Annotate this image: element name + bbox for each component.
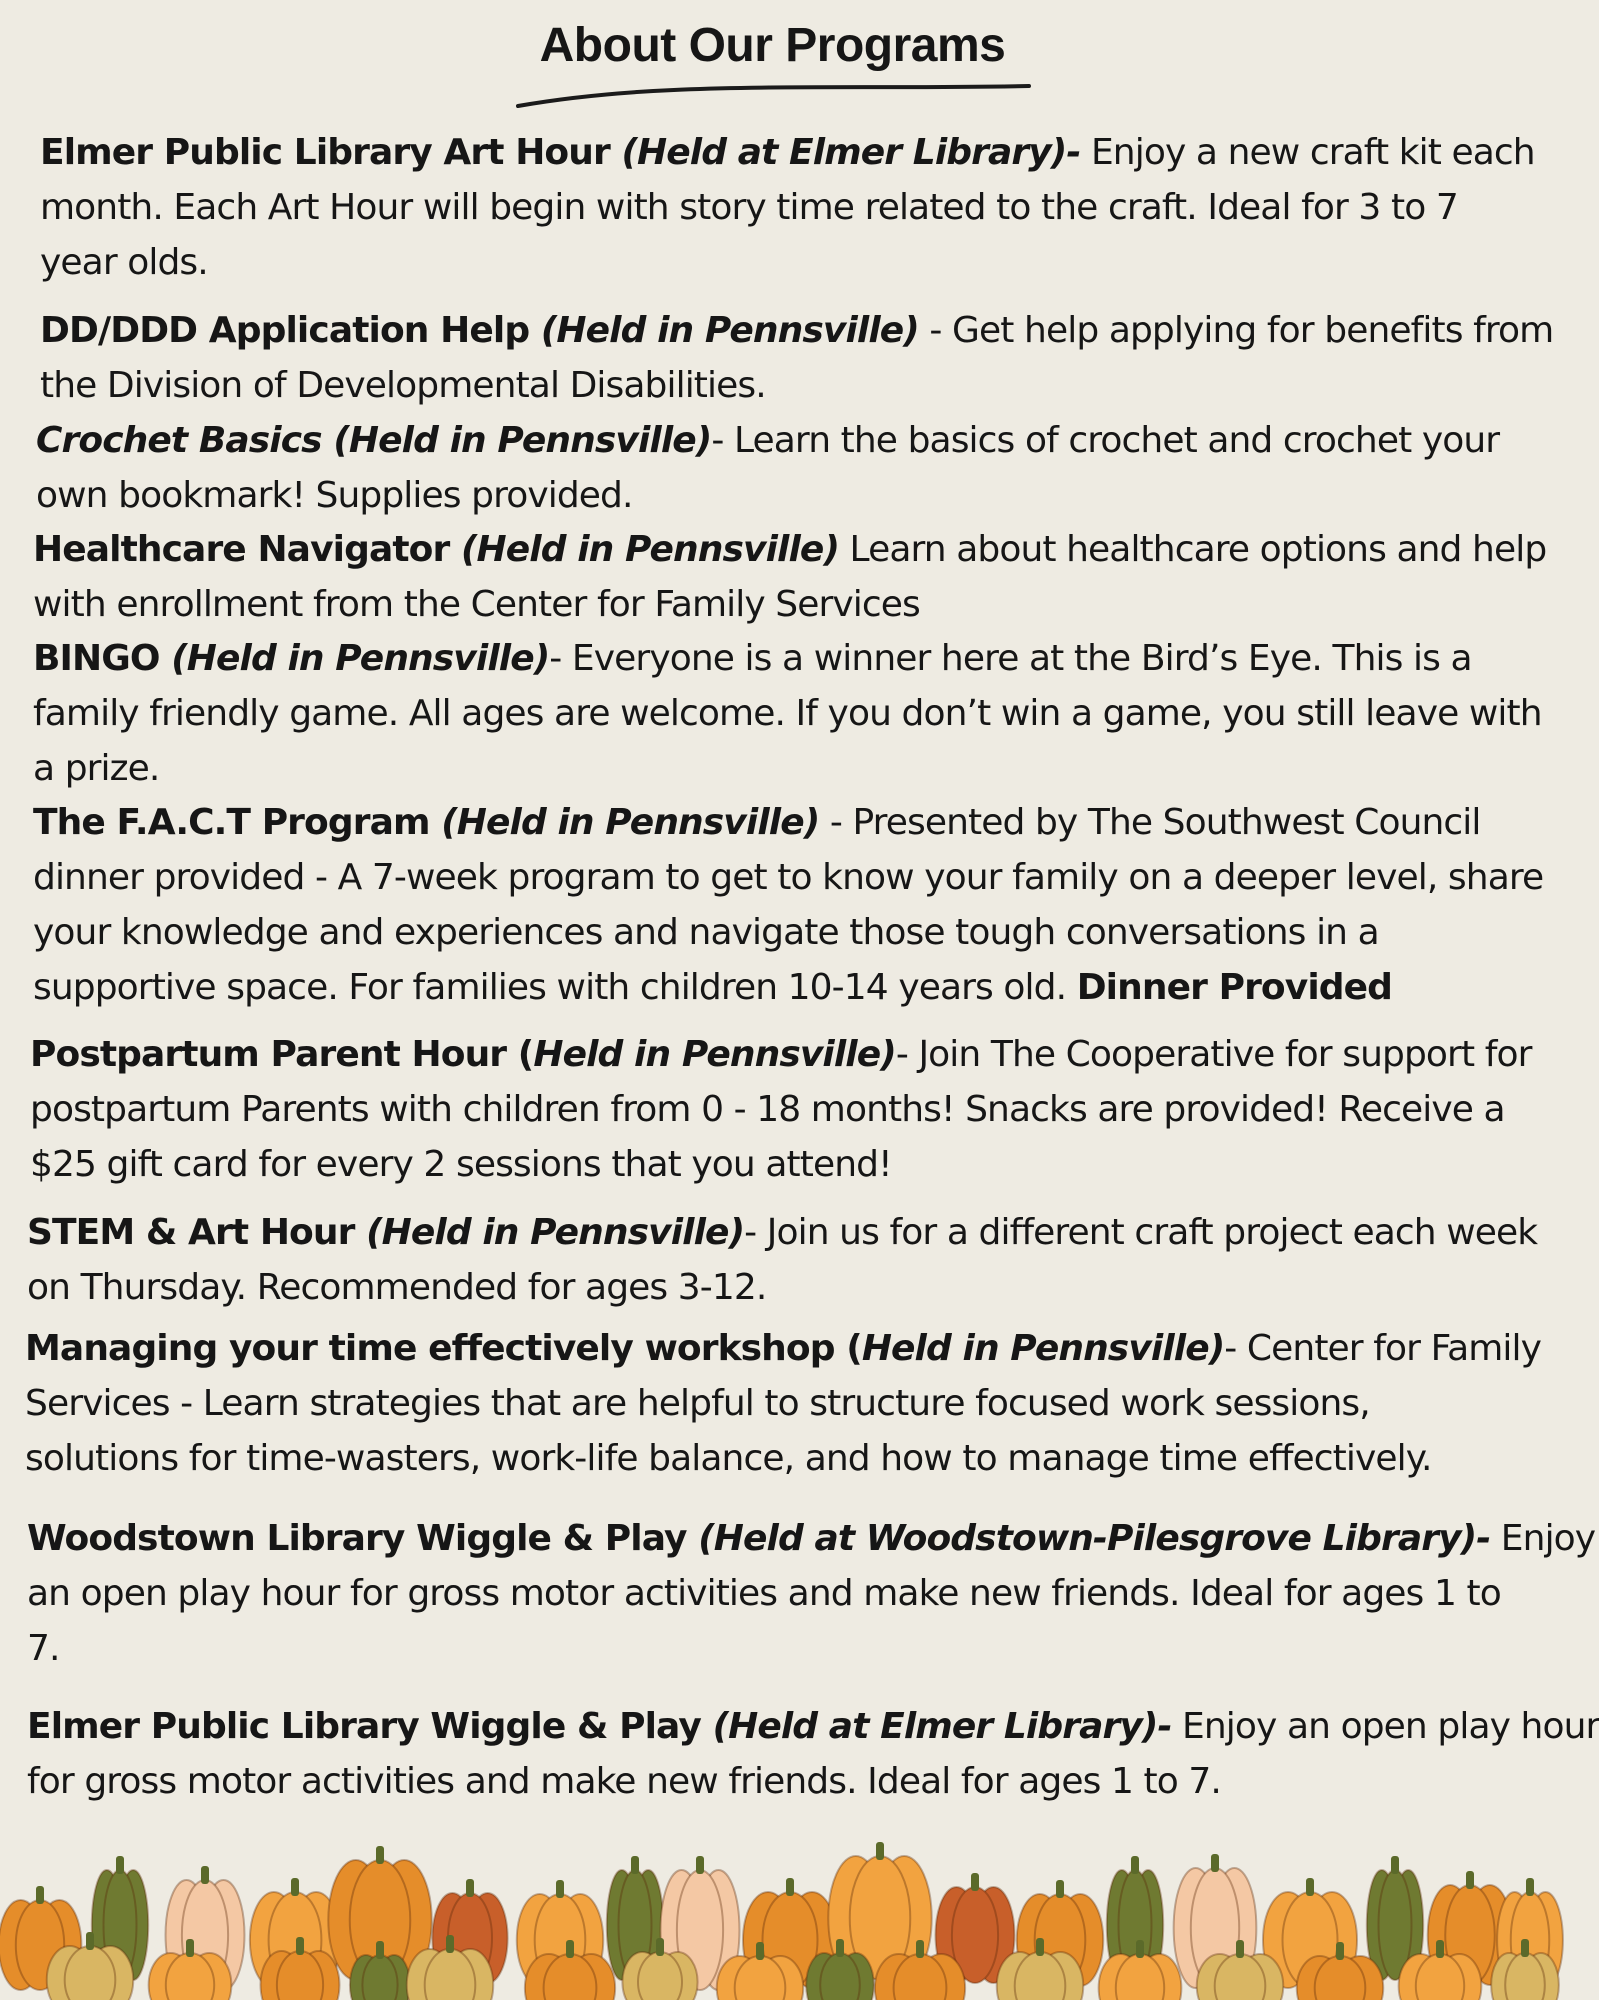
program-description: Learn about healthcare options and help <box>839 529 1547 570</box>
program-postpartum-parent-hour <box>30 1027 1532 1192</box>
program-healthcare-navigator <box>33 522 1546 632</box>
program-description: $25 gift card for every 2 sessions that you attend! <box>30 1144 892 1185</box>
program-description: an open play hour for gross motor activities and make new friends. Ideal for ages 1 to <box>27 1573 1501 1614</box>
program-name: The F.A.C.T Program <box>33 802 442 843</box>
program-description: Services - Learn strategies that are helpful to structure focused work sessions, <box>25 1383 1370 1424</box>
program-elmer-wiggle-play <box>27 1699 1599 1809</box>
program-dd-ddd-application-help <box>40 303 1553 413</box>
program-location: (Held in Pennsville) <box>460 529 840 570</box>
program-description: Enjoy an open play hour <box>1171 1706 1599 1747</box>
program-crochet-basics <box>36 413 1499 523</box>
title-underline-swoosh <box>516 82 1031 110</box>
program-name: Elmer Public Library Wiggle & Play <box>27 1706 713 1747</box>
program-description: family friendly game. All ages are welcome. If you don’t win a game, you still leave with <box>33 693 1542 734</box>
program-description: postpartum Parents with children from 0 - 18 months! Snacks are provided! Receive a <box>30 1089 1505 1130</box>
program-name: STEM & Art Hour <box>27 1212 367 1253</box>
program-time-management-workshop <box>25 1321 1541 1486</box>
program-description: a prize. <box>33 748 160 789</box>
program-location: (Held in Pennsville) <box>366 1212 745 1253</box>
program-name: Woodstown Library Wiggle & Play <box>27 1518 699 1559</box>
program-location: (Held at Elmer Library)- <box>712 1706 1172 1747</box>
program-name: Managing your time effectively workshop ( <box>25 1328 862 1369</box>
program-description: 7. <box>27 1628 60 1669</box>
program-description: dinner provided - A 7-week program to get to know your family on a deeper level, share <box>33 857 1544 898</box>
program-description: month. Each Art Hour will begin with story time related to the craft. Ideal for 3 to 7 <box>40 187 1458 228</box>
program-description: own bookmark! Supplies provided. <box>36 475 633 516</box>
pumpkin-border-decoration <box>0 1840 1545 2000</box>
program-description: supportive space. For families with children 10-14 years old. <box>33 967 1077 1008</box>
program-name: Healthcare Navigator <box>33 529 461 570</box>
program-location: Crochet Basics (Held in Pennsville) <box>36 420 712 461</box>
program-location: (Held in Pennsville) <box>540 310 919 351</box>
program-description: - Everyone is a winner here at the Bird’s Eye. This is a <box>549 638 1472 679</box>
program-description: - Join us for a different craft project each week <box>744 1212 1538 1253</box>
program-name: BINGO <box>33 638 172 679</box>
program-description: - Center for Family <box>1224 1328 1542 1369</box>
program-location: Held in Pennsville) <box>861 1328 1225 1369</box>
dinner-provided-note: Dinner Provided <box>1076 967 1393 1008</box>
program-description: on Thursday. Recommended for ages 3-12. <box>27 1267 767 1308</box>
program-woodstown-wiggle-play <box>27 1511 1595 1676</box>
program-bingo <box>33 631 1542 796</box>
program-name: Postpartum Parent Hour ( <box>30 1034 534 1075</box>
program-location: Held in Pennsville) <box>533 1034 896 1075</box>
program-elmer-art-hour <box>40 125 1535 290</box>
program-name: Elmer Public Library Art Hour <box>40 132 622 173</box>
program-description: with enrollment from the Center for Family Services <box>33 584 920 625</box>
program-description: - Get help applying for benefits from <box>918 310 1554 351</box>
program-name: DD/DDD Application Help <box>40 310 541 351</box>
program-description: for gross motor activities and make new friends. Ideal for ages 1 to 7. <box>27 1761 1221 1802</box>
program-fact <box>33 795 1543 1015</box>
program-description: solutions for time-wasters, work-life balance, and how to manage time effectively. <box>25 1438 1432 1479</box>
program-location: (Held in Pennsville) <box>441 802 820 843</box>
program-location: (Held in Pennsville) <box>171 638 550 679</box>
program-stem-art-hour <box>27 1205 1537 1315</box>
program-description: year olds. <box>40 242 208 283</box>
program-description: - Join The Cooperative for support for <box>895 1034 1532 1075</box>
program-location: (Held at Elmer Library)- <box>621 132 1081 173</box>
program-description: the Division of Developmental Disabilities. <box>40 365 766 406</box>
page-title: About Our Programs <box>539 19 1006 72</box>
program-location: (Held at Woodstown-Pilesgrove Library)- <box>698 1518 1491 1559</box>
program-description: - Learn the basics of crochet and crochet your <box>711 420 1500 461</box>
program-description: - Presented by The Southwest Council <box>819 802 1481 843</box>
program-description: your knowledge and experiences and navigate those tough conversations in a <box>33 912 1379 953</box>
program-description: Enjoy <box>1490 1518 1596 1559</box>
program-description: Enjoy a new craft kit each <box>1080 132 1535 173</box>
